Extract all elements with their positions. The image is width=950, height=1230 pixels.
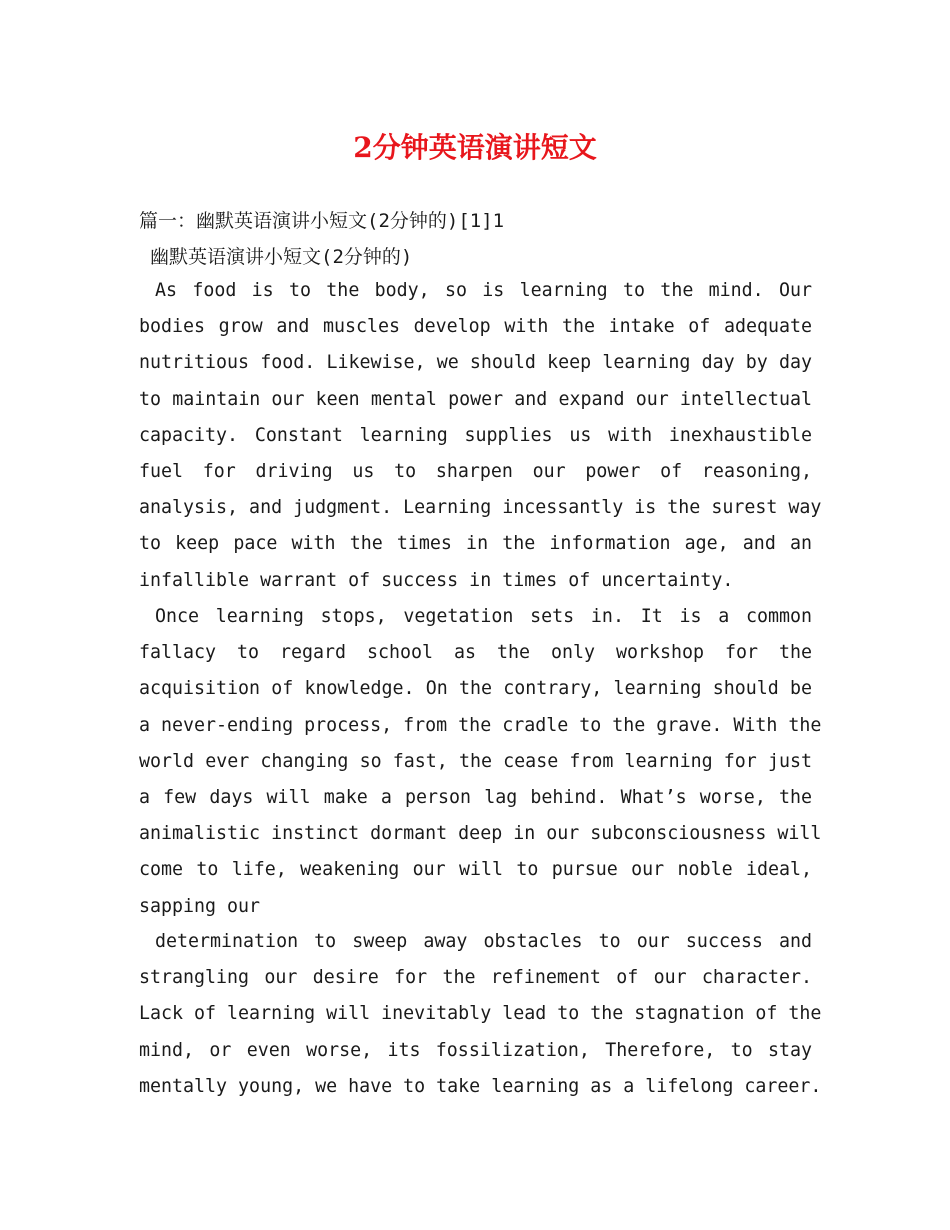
text-line: to maintain our keen mental power and expand our intellectual <box>139 388 812 410</box>
text-line: fuel for driving us to sharpen our power of reasoning, <box>139 460 812 482</box>
text-line: a never-ending process, from the cradle to the grave. With the <box>139 714 822 736</box>
text-line: mentally young, we have to take learning as a lifelong career. <box>139 1075 822 1097</box>
document-title: 2分钟英语演讲短文 <box>353 131 597 164</box>
text-line: Lack of learning will inevitably lead to the stagnation of the <box>139 1003 822 1025</box>
text-line: mind, or even worse, its fossilization, Therefore, to stay <box>139 1039 812 1061</box>
text-line: determination to sweep away obstacles to our success and <box>155 931 812 952</box>
text-line: nutritious food. Likewise, we should keep learning day by day <box>139 352 812 374</box>
text-line: bodies grow and muscles develop with the intake of adequate <box>139 316 812 338</box>
text-line: infallible warrant of success in times of uncertainty. <box>139 569 734 591</box>
text-line: a few days will make a person lag behind. What’s worse, the <box>139 786 812 808</box>
text-line: capacity. Constant learning supplies us with inexhaustible <box>139 424 812 446</box>
section-heading: 篇一：幽默英语演讲小短文(2分钟的)[1]1 <box>139 210 505 232</box>
paragraph-3 <box>139 924 822 1105</box>
text-line: sapping our <box>139 895 261 917</box>
text-line: Once learning stops, vegetation sets in. It is a common <box>155 606 812 627</box>
text-line: analysis, and judgment. Learning incessantly is the surest way <box>139 497 822 519</box>
paragraph-1 <box>139 273 822 599</box>
text-line: acquisition of knowledge. On the contrary, learning should be <box>139 678 812 700</box>
text-line: world ever changing so fast, the cease from learning for just <box>139 750 812 772</box>
text-line: strangling our desire for the refinement of our character. <box>139 967 812 989</box>
paragraph-2 <box>139 599 822 925</box>
text-line: to keep pace with the times in the information age, and an <box>139 533 812 555</box>
speech-subtitle: 幽默英语演讲小短文(2分钟的) <box>150 246 413 268</box>
text-line: animalistic instinct dormant deep in our subconsciousness will <box>139 823 822 845</box>
text-line: come to life, weakening our will to pursue our noble ideal, <box>139 859 812 881</box>
text-line: fallacy to regard school as the only workshop for the <box>139 642 812 664</box>
text-line: As food is to the body, so is learning to the mind. Our <box>155 280 812 301</box>
